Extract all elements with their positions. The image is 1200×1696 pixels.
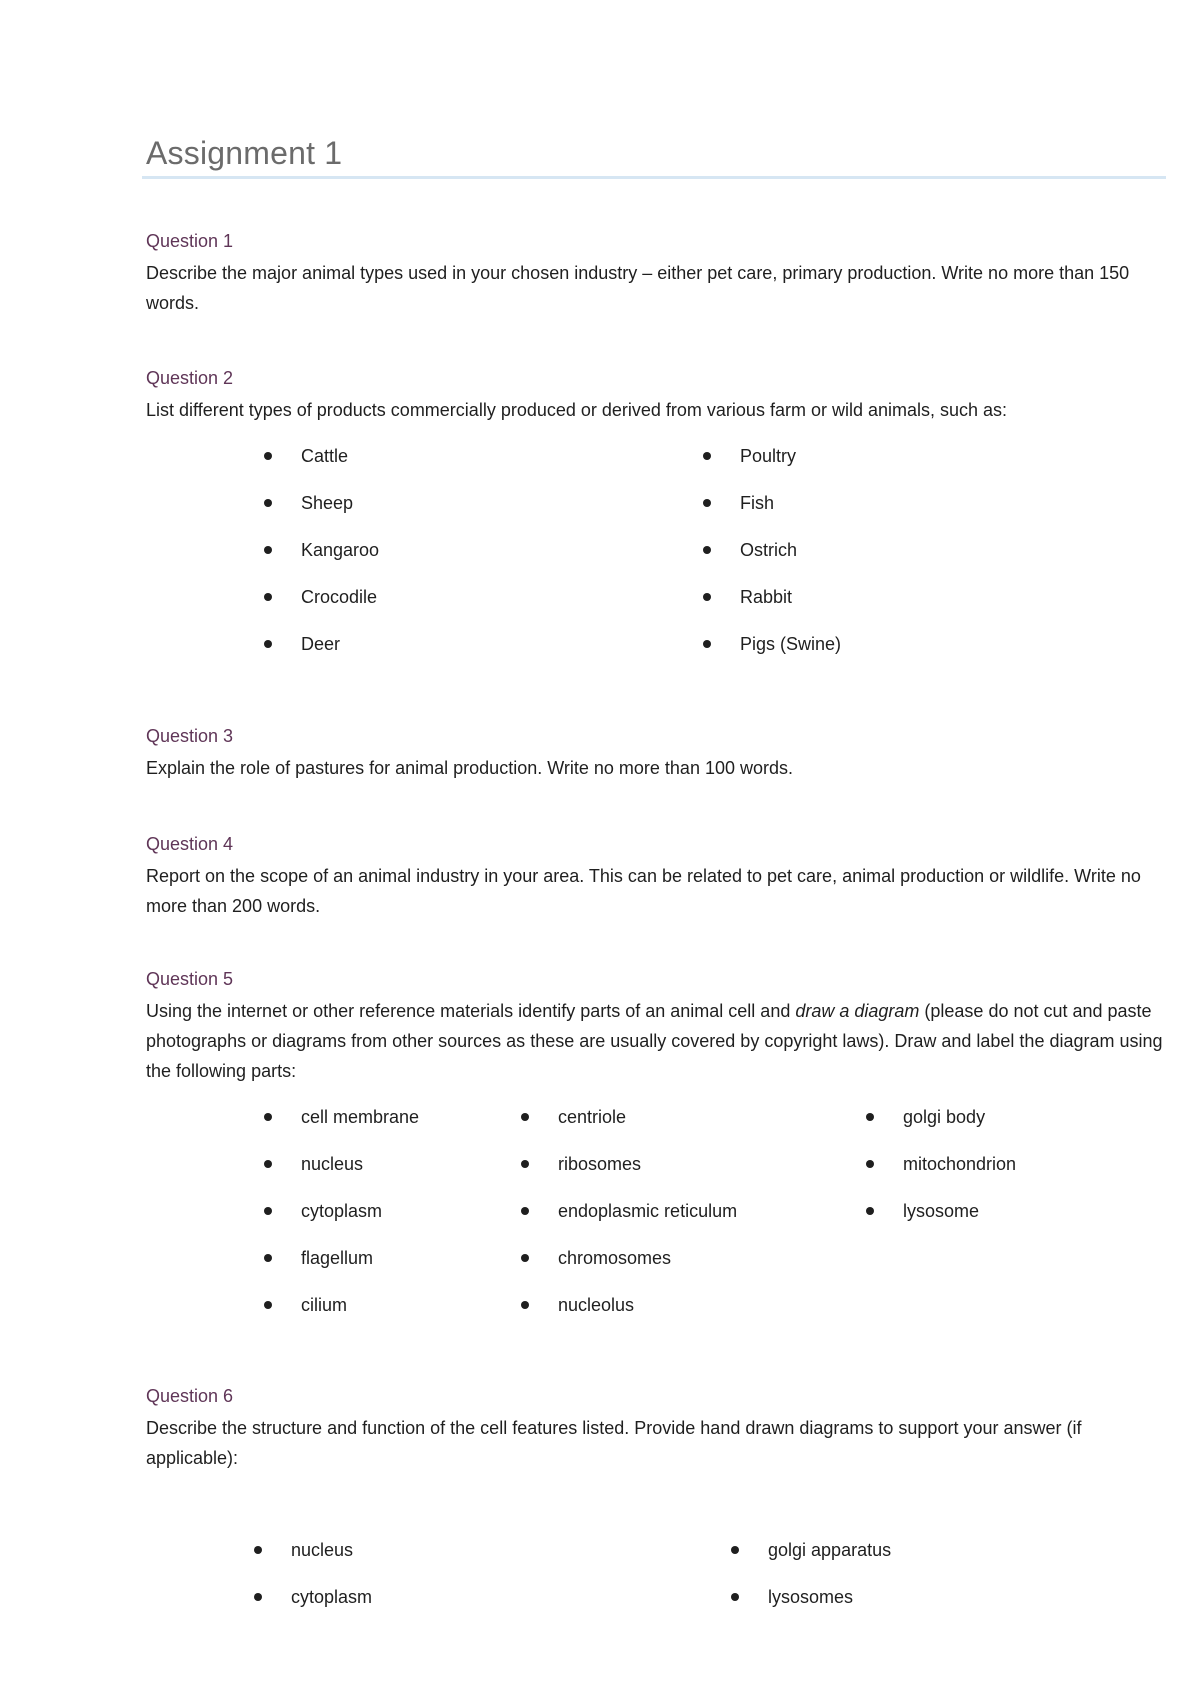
list-item: chromosomes <box>521 1247 737 1294</box>
bullet-icon <box>731 1593 739 1601</box>
question-3-heading: Question 3 <box>146 726 234 746</box>
bullet-icon <box>521 1113 529 1121</box>
question-6-text: Describe the structure and function of the cell features listed. Provide hand drawn diagrams to support your answer (if applicable): <box>146 1418 1082 1468</box>
question-1-text: Describe the major animal types used in your chosen industry – either pet care, primary production. Write no more than 150 words. <box>146 263 1130 313</box>
bullet-icon <box>264 1160 272 1168</box>
list-item: Rabbit <box>703 586 841 633</box>
question-4 <box>146 833 1166 921</box>
bullet-icon <box>521 1301 529 1309</box>
bullet-icon <box>254 1593 262 1601</box>
list-item: golgi apparatus <box>731 1539 891 1586</box>
list-item: mitochondrion <box>866 1153 1016 1200</box>
bullet-icon <box>264 452 272 460</box>
question-6-list-col1 <box>254 1539 372 1633</box>
list-item: ribosomes <box>521 1153 737 1200</box>
bullet-icon <box>521 1254 529 1262</box>
list-item: cytoplasm <box>264 1200 419 1247</box>
question-2-list-col2 <box>703 445 841 680</box>
question-5-heading: Question 5 <box>146 969 234 989</box>
list-item: cell membrane <box>264 1106 419 1153</box>
bullet-icon <box>521 1160 529 1168</box>
bullet-icon <box>703 640 711 648</box>
list-item: nucleus <box>254 1539 372 1586</box>
list-item: Crocodile <box>264 586 379 633</box>
question-2 <box>146 367 1166 425</box>
list-item: cytoplasm <box>254 1586 372 1633</box>
question-4-heading: Question 4 <box>146 834 234 854</box>
question-6-heading: Question 6 <box>146 1386 234 1406</box>
list-item: centriole <box>521 1106 737 1153</box>
question-5 <box>146 968 1166 1086</box>
question-5-list-col2 <box>521 1106 737 1341</box>
bullet-icon <box>866 1207 874 1215</box>
bullet-icon <box>264 593 272 601</box>
bullet-icon <box>866 1113 874 1121</box>
bullet-icon <box>254 1546 262 1554</box>
list-item: cilium <box>264 1294 419 1341</box>
list-item: nucleolus <box>521 1294 737 1341</box>
bullet-icon <box>264 640 272 648</box>
question-5-text: Using the internet or other reference materials identify parts of an animal cell and draw a diagram (please do not cut and paste photographs or diagrams from other sources as these are usually covered by copyright laws). Draw and label the diagram using the following parts: <box>146 1001 1163 1081</box>
question-1 <box>146 230 1166 318</box>
title-divider <box>142 176 1166 179</box>
question-2-text: List different types of products commercially produced or derived from various farm or wild animals, such as: <box>146 400 1008 420</box>
question-2-list-col1 <box>264 445 379 680</box>
question-6-list-col2 <box>731 1539 891 1633</box>
page-title: Assignment 1 <box>146 135 343 171</box>
list-item: Ostrich <box>703 539 841 586</box>
list-item: lysosomes <box>731 1586 891 1633</box>
question-3-text: Explain the role of pastures for animal production. Write no more than 100 words. <box>146 758 794 778</box>
list-item: lysosome <box>866 1200 1016 1247</box>
question-4-text: Report on the scope of an animal industry in your area. This can be related to pet care, animal production or wildlife. Write no more than 200 words. <box>146 866 1141 916</box>
bullet-icon <box>264 1113 272 1121</box>
bullet-icon <box>866 1160 874 1168</box>
list-item: endoplasmic reticulum <box>521 1200 737 1247</box>
question-2-heading: Question 2 <box>146 368 234 388</box>
list-item: Poultry <box>703 445 841 492</box>
bullet-icon <box>521 1207 529 1215</box>
list-item: nucleus <box>264 1153 419 1200</box>
bullet-icon <box>703 499 711 507</box>
question-5-list-col3 <box>866 1106 1016 1247</box>
list-item: flagellum <box>264 1247 419 1294</box>
bullet-icon <box>731 1546 739 1554</box>
list-item: Fish <box>703 492 841 539</box>
list-item: Cattle <box>264 445 379 492</box>
list-item: Pigs (Swine) <box>703 633 841 680</box>
list-item: Kangaroo <box>264 539 379 586</box>
bullet-icon <box>264 546 272 554</box>
list-item: Deer <box>264 633 379 680</box>
question-5-list-col1 <box>264 1106 419 1341</box>
bullet-icon <box>264 1301 272 1309</box>
bullet-icon <box>264 1254 272 1262</box>
bullet-icon <box>264 499 272 507</box>
question-6 <box>146 1385 1166 1473</box>
bullet-icon <box>264 1207 272 1215</box>
question-3 <box>146 725 1166 783</box>
question-1-heading: Question 1 <box>146 231 234 251</box>
list-item: golgi body <box>866 1106 1016 1153</box>
bullet-icon <box>703 546 711 554</box>
bullet-icon <box>703 593 711 601</box>
list-item: Sheep <box>264 492 379 539</box>
bullet-icon <box>703 452 711 460</box>
